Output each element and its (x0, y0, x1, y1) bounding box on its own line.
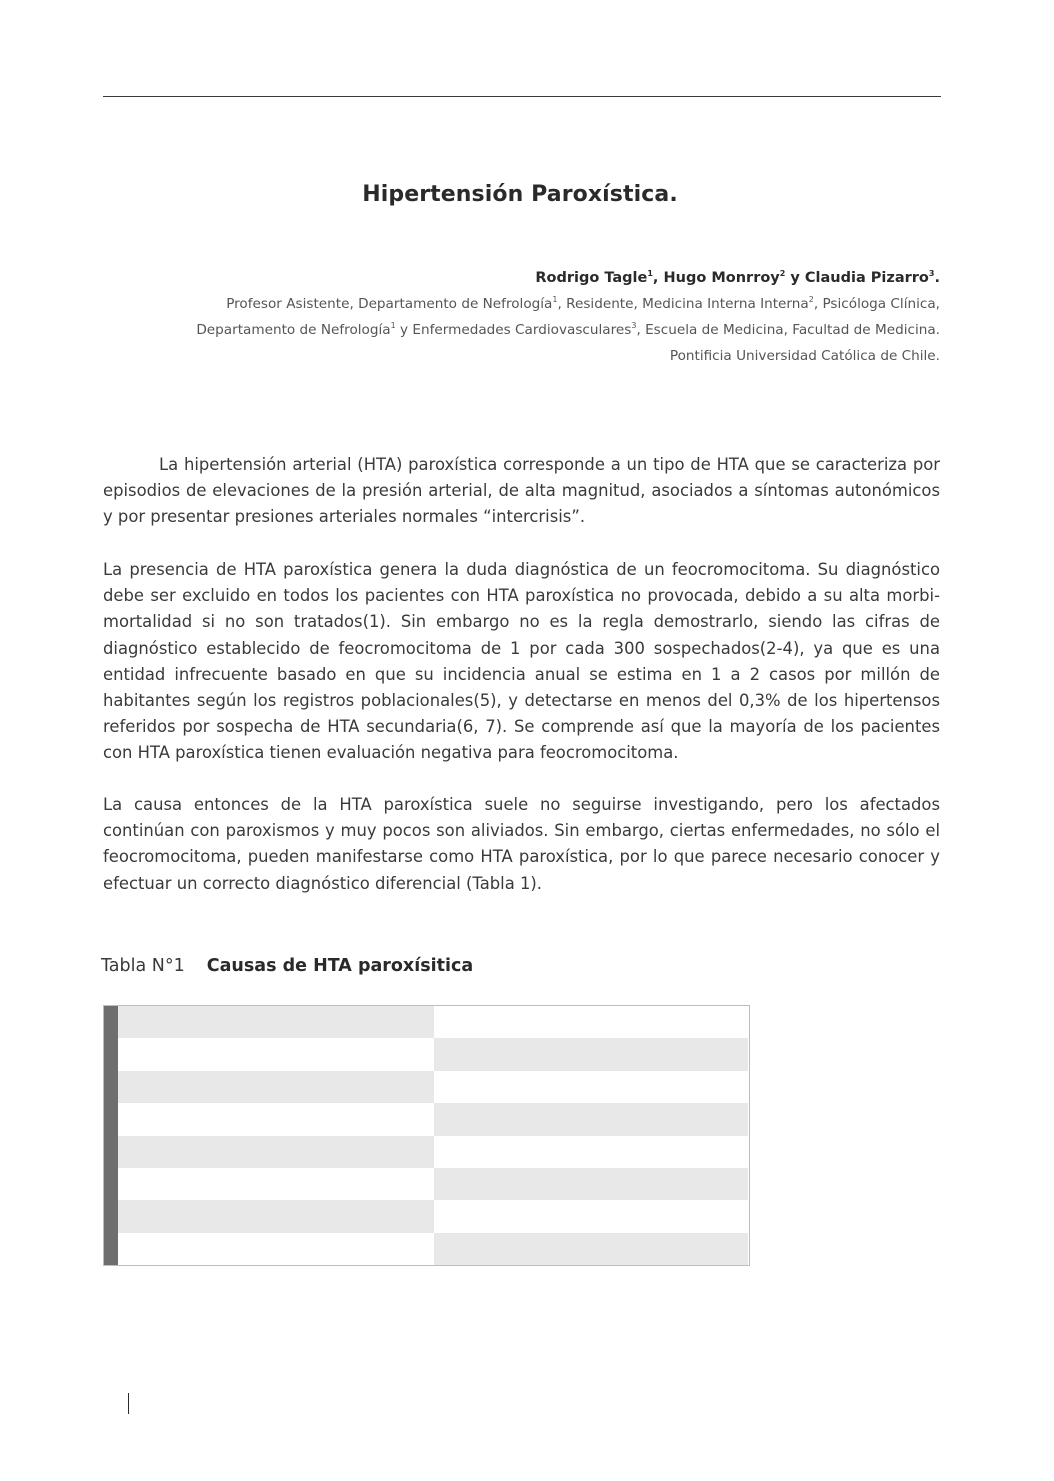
author-name: Rodrigo Tagle (535, 270, 648, 286)
author-affiliation-number: 2 (779, 269, 786, 278)
author-separator: , (652, 270, 664, 286)
table-cell (118, 1136, 434, 1168)
author-separator: y (785, 270, 805, 286)
affiliation-number: 1 (552, 295, 558, 304)
table-cell (434, 1103, 748, 1135)
affiliation-text: , Escuela de Medicina, Facultad de Medicina. (636, 322, 940, 338)
table-caption (101, 956, 473, 976)
table-cell (434, 1136, 748, 1168)
affiliation-text: y Enfermedades Cardiovasculares (395, 322, 632, 338)
article-title: Hipertensión Paroxística. (362, 182, 678, 207)
table-cell (118, 1168, 434, 1200)
author-affiliation-number: 3 (928, 269, 935, 278)
table-cell (118, 1006, 434, 1038)
affiliation-number: 2 (808, 295, 814, 304)
body-paragraph-1: La hipertensión arterial (HTA) paroxística corresponde a un tipo de HTA que se caracteriza por episodios de elevaciones de la presión arterial, de alta magnitud, asociados a síntomas autonómicos y por presentar presiones arteriales normales “intercrisis”. (103, 455, 940, 527)
affiliation-number: 1 (390, 321, 396, 330)
body-paragraph-2: La presencia de HTA paroxística genera la duda diagnóstica de un feocromocitoma. Su diagnóstico debe ser excluido en todos los pacientes con HTA paroxística no provocada, debido a su alta morbi-mortalidad si no son tratados(1). Sin embargo no es la regla demostrarlo, siendo las cifras de diagnóstico establecido de feocromocitoma de 1 por cada 300 sospechados(2-4), ya que es una entidad infrecuente basado en que su incidencia anual se estima en 1 a 2 casos por millón de habitantes según los registros poblacionales(5), y detectarse en menos del 0,3% de los hipertensos referidos por sospecha de HTA secundaria(6, 7). Se comprende así que la mayoría de los pacientes con HTA paroxística tienen evaluación negativa para feocromocitoma. (103, 560, 940, 763)
table-cell (434, 1168, 748, 1200)
affiliation-text: Departamento de Nefrología (196, 322, 391, 338)
affiliation-line-1 (226, 296, 940, 312)
table-side-bar (104, 1006, 118, 1265)
table-cell (118, 1233, 434, 1265)
header-rule (103, 96, 941, 97)
author-line (535, 270, 940, 286)
table-label: Tabla N°1 (101, 956, 185, 976)
table-cell (434, 1071, 748, 1103)
causes-table (103, 1005, 750, 1266)
table-cell (118, 1103, 434, 1135)
author-affiliation-number: 1 (647, 269, 653, 278)
table-cell (118, 1071, 434, 1103)
author-terminator: . (934, 270, 940, 286)
author-name: Hugo Monrroy (663, 270, 780, 286)
affiliation-line-2 (196, 322, 940, 338)
affiliation-line-3: Pontificia Universidad Católica de Chile. (669, 348, 940, 364)
author-name: Claudia Pizarro (804, 270, 929, 286)
table-cell (118, 1200, 434, 1232)
table-cell (434, 1038, 748, 1070)
table-title: Causas de HTA paroxísitica (206, 956, 474, 976)
body-paragraph-3: La causa entonces de la HTA paroxística suele no seguirse investigando, pero los afectados continúan con paroxismos y muy pocos son aliviados. Sin embargo, ciertas enfermedades, no sólo el feocromocitoma, pueden manifestarse como HTA paroxística, por lo que parece necesario conocer y efectuar un correcto diagnóstico diferencial (Tabla 1). (103, 795, 940, 893)
table-cell (118, 1038, 434, 1070)
affiliation-text: Profesor Asistente, Departamento de Nefrología (226, 296, 553, 312)
affiliation-number: 3 (631, 321, 637, 330)
table-cell (434, 1233, 748, 1265)
affiliation-text: , Residente, Medicina Interna Interna (557, 296, 809, 312)
page-number-marker (128, 1393, 129, 1414)
table-cell (434, 1200, 748, 1232)
affiliation-text: , Psicóloga Clínica, (813, 296, 940, 312)
table-cell (434, 1006, 748, 1038)
